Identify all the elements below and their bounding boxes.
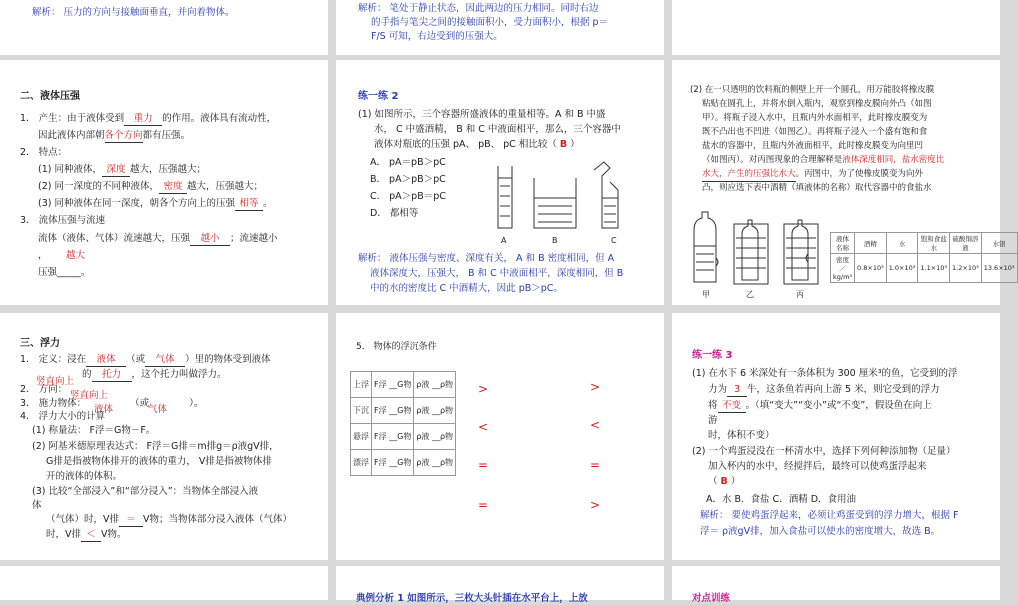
fill-4: 竖直向上 <box>70 390 109 401</box>
fill-4c: 气体 <box>148 404 168 415</box>
label-c: C <box>611 236 617 245</box>
label-bing: 丙 <box>796 290 804 299</box>
line-9: ， <box>38 250 48 261</box>
sign-density-3: = <box>590 458 601 472</box>
container-c <box>594 162 618 228</box>
table-cell: 13.6×10³ <box>981 254 1017 283</box>
panel-exercise-2 <box>336 60 664 305</box>
line-9: 开的液体的体积。 <box>46 471 123 482</box>
table-cell: 0.8×10³ <box>855 254 887 283</box>
label-b: B <box>552 236 558 245</box>
analysis-line-1: 解析： 要使鸡蛋浮起来，必须让鸡蛋受到的浮力增大，根据 F <box>700 510 959 521</box>
line-2: 的 托力 ，这个托力叫做浮力。 <box>82 369 227 380</box>
line-6: (3) 同种液体在同一深度，朝各个方向上的压强 相等 。 <box>38 198 273 209</box>
panel-liquid-pressure <box>0 60 328 305</box>
table-header-cell: 饱和食盐水 <box>918 233 950 254</box>
analysis-line-2: 的手指与笔尖之间的接触面积小，受力面积小，根据 p＝ <box>371 17 609 28</box>
line-4: (1) 同种液体， 深度 越大，压强越大； <box>38 164 206 175</box>
section-title: 5． 物体的浮沉条件 <box>356 342 437 352</box>
bottle-yi <box>734 220 768 284</box>
analysis-line-2: 液体深度大，压强大， B 和 C 中液面相平，深度相同，但 B <box>370 268 624 279</box>
line-5: (2) 同一深度的不同种液体， 密度 越大，压强越大； <box>38 181 263 192</box>
panel-top-middle <box>336 0 664 55</box>
line-10: (3) 比较“全部浸入”和“部分浸入”：当物体全部浸入液 <box>32 486 259 497</box>
label-a: A <box>501 236 507 245</box>
line-11: 体 <box>32 500 42 511</box>
table-row-label: 密度／kg/m³ <box>831 254 855 283</box>
question-line-3: 将 不变 。（填“变大”“变小”或“不变”，假设鱼在向上 <box>708 400 932 411</box>
analysis-line-1: 解析： 笔处于静止状态，因此两边的压力相同。同时右边 <box>358 3 599 14</box>
exercise-title: 练一练 3 <box>692 350 733 361</box>
analysis-line-3: F/S 可知，右边受到的压强大。 <box>371 31 503 42</box>
force-cell: F浮 __G物 <box>372 398 414 424</box>
row-label: 下沉 <box>351 398 372 424</box>
table-header-cell: 液体名称 <box>831 233 855 254</box>
exercise-title: 练一练 2 <box>358 91 399 102</box>
bottle-bing <box>784 220 818 284</box>
line-10: 压强_____。 <box>38 267 91 278</box>
panel-bottom-left <box>0 566 328 600</box>
panel-floating-conditions <box>336 313 664 560</box>
panel-top-right <box>672 0 1000 55</box>
line-5: 4． 浮力大小的计算 <box>20 411 106 422</box>
panel-buoyancy <box>0 313 328 560</box>
option-b: B． pA＞pB＞pC <box>370 174 446 185</box>
panel-top-left <box>0 0 328 55</box>
fill-9: 越大 <box>66 250 86 261</box>
bottle-jia <box>694 212 718 282</box>
table-row <box>351 450 456 476</box>
table-cell: 1.2×10³ <box>950 254 982 283</box>
section-title: 三、浮力 <box>20 338 60 349</box>
table-header-cell: 水 <box>886 233 918 254</box>
force-cell: F浮 __G物 <box>372 450 414 476</box>
analysis-text: 解析： 压力的方向与接触面垂直，并向着物体。 <box>32 7 235 18</box>
panel-bottom-middle <box>336 566 664 604</box>
sign-force-2: < <box>478 420 489 434</box>
analysis-line-2: 浮＝ ρ液gV排，加入食盐可以使水的密度增大，故选 B。 <box>700 526 941 537</box>
table-header-cell: 硫酸铜溶液 <box>950 233 982 254</box>
force-cell: F浮 __G物 <box>372 424 414 450</box>
label-yi: 乙 <box>746 290 754 299</box>
bottles-diagram <box>686 210 826 290</box>
table-row <box>351 398 456 424</box>
question-line-1: (2) 在一只透明的饮料瓶的侧壁上开一个圆孔，用万能胶将橡皮膜 <box>690 85 935 95</box>
line-4: 3． 施力物体： （或 ）。 <box>20 398 204 409</box>
example-title: 典例分析 1 如图所示，三枚大头针插在水平台上，上放 <box>356 593 588 604</box>
question-line-5: 盐水的容器中，且瓶内外液面相平，此时橡皮膜变为向里凹 <box>702 141 924 151</box>
question-line-7: 加入杯内的水中，经搅拌后，最终可以使鸡蛋浮起来 <box>708 461 927 472</box>
table-header-cell: 酒精 <box>855 233 887 254</box>
line-13: 时，V排 ＜ V物。 <box>46 529 127 540</box>
sign-density-4: > <box>590 498 601 512</box>
sign-force-4: = <box>478 498 489 512</box>
density-cell: ρ液 __ρ物 <box>414 424 456 450</box>
line-12: （气体）时，V排 ＝ V物；当物体部分浸入液体（气体） <box>46 514 292 525</box>
line-7: 3． 流体压强与流速 <box>20 215 106 226</box>
sign-density-2: < <box>590 418 601 432</box>
question-line-1: (1) 如图所示，三个容器所盛液体的重量相等。A 和 B 中盛 <box>358 109 606 120</box>
force-cell: F浮 __G物 <box>372 372 414 398</box>
table-row <box>831 254 1018 283</box>
containers-diagram <box>486 156 626 234</box>
panel-bottle-experiment <box>672 60 1015 305</box>
option-a: A． pA＝pB＞pC <box>370 157 446 168</box>
sign-force-1: > <box>478 382 489 396</box>
question-line-8: 凸，则应选下表中酒精（填液体的名称）取代容器中的食盐水 <box>702 183 932 193</box>
section-title: 二、液体压强 <box>20 91 80 102</box>
options: A．水 B．食盐 C．酒精 D．食用油 <box>706 494 857 505</box>
line-2: 因此液体内部朝各个方向都有压强。 <box>38 130 191 141</box>
container-a <box>498 166 512 228</box>
question-line-7: 水大，产生的压强比水大。丙图中，为了使橡皮膜变为向外 <box>702 168 923 182</box>
row-label: 悬浮 <box>351 424 372 450</box>
label-jia: 甲 <box>702 290 710 299</box>
analysis-line-3: 中的水的密度比 C 中酒精大，因此 pB＞pC。 <box>370 283 563 294</box>
option-c: C． pA＞pB＝pC <box>370 191 446 202</box>
table-header-cell: 水银 <box>981 233 1017 254</box>
line-7: (2) 阿基米德原理表达式： F浮＝G排＝m排g＝ρ液gV排， <box>32 441 279 452</box>
question-line-2: 粘贴在圆孔上，并将水倒入瓶内，观察到橡皮膜向外凸（如图 <box>702 99 932 109</box>
line-3: 2． 特点： <box>20 147 68 158</box>
sign-force-3: = <box>478 458 489 472</box>
question-line-1: (1) 在水下 6 米深处有一条体积为 300 厘米³的鱼，它受到的浮 <box>692 368 958 379</box>
option-d: D． 都相等 <box>370 208 419 219</box>
question-line-6: （如图丙）。对丙图现象的合理解释是液体深度相同，盐水密度比 <box>702 155 945 165</box>
line-8: G排是指被物体排开的液体的重力， V排是指被物体排 <box>46 456 272 467</box>
table-cell: 1.0×10³ <box>886 254 918 283</box>
line-3: 2． 方向： <box>20 384 68 395</box>
fill-4b: 液体 <box>94 404 114 415</box>
density-cell: ρ液 __ρ物 <box>414 372 456 398</box>
practice-title: 对点训练 <box>692 593 731 604</box>
line-8: 流体（液体、气体）流速越大，压强 越小 ；流速越小 <box>38 233 278 244</box>
panel-exercise-3 <box>672 313 1000 560</box>
question-line-2: 水， C 中盛酒精， B 和 C 中液面相平，那么，三个容器中 <box>374 124 621 135</box>
density-cell: ρ液 __ρ物 <box>414 450 456 476</box>
floating-table <box>350 371 456 476</box>
analysis-line-1: 解析： 液体压强与密度、深度有关， A 和 B 密度相同，但 A <box>358 253 615 264</box>
question-line-3: 液体对瓶底的压强 pA、 pB、 pC 相比较（ B ） <box>374 139 580 150</box>
density-table <box>830 232 1018 283</box>
question-line-5: 时，体积不变） <box>708 430 775 441</box>
line-1: 1． 产生：由于液体受到 重力 的作用。液体具有流动性， <box>20 113 277 124</box>
question-line-8: （ B ） <box>708 476 741 487</box>
question-line-4: 既不凸出也不凹进（如图乙）。再将瓶子浸入一个盛有饱和食 <box>702 127 928 137</box>
line-6: (1) 称量法： F浮＝G物－F。 <box>32 425 156 436</box>
table-row <box>351 424 456 450</box>
question-line-6: (2) 一个鸡蛋浸没在一杯清水中，选择下列何种添加物（足量） <box>692 446 956 457</box>
question-line-2: 力为 3 牛，这条鱼若再向上游 5 米，则它受到的浮力 <box>708 384 940 395</box>
sign-density-1: > <box>590 380 601 394</box>
fill-3: 竖直向上 <box>36 376 75 387</box>
row-label: 漂浮 <box>351 450 372 476</box>
question-line-4: 游 <box>708 415 718 426</box>
table-header-row <box>831 233 1018 254</box>
container-b <box>534 178 576 228</box>
table-row <box>351 372 456 398</box>
table-cell: 1.1×10³ <box>918 254 950 283</box>
row-label: 上浮 <box>351 372 372 398</box>
line-1: 1． 定义：浸在 液体 （或 气体 ）里的物体受到液体 <box>20 354 271 365</box>
panel-bottom-right <box>672 566 1000 604</box>
question-line-3: 甲）。将瓶子浸入水中，且瓶内外水面相平，此时橡皮膜变为 <box>702 113 928 123</box>
density-cell: ρ液 __ρ物 <box>414 398 456 424</box>
